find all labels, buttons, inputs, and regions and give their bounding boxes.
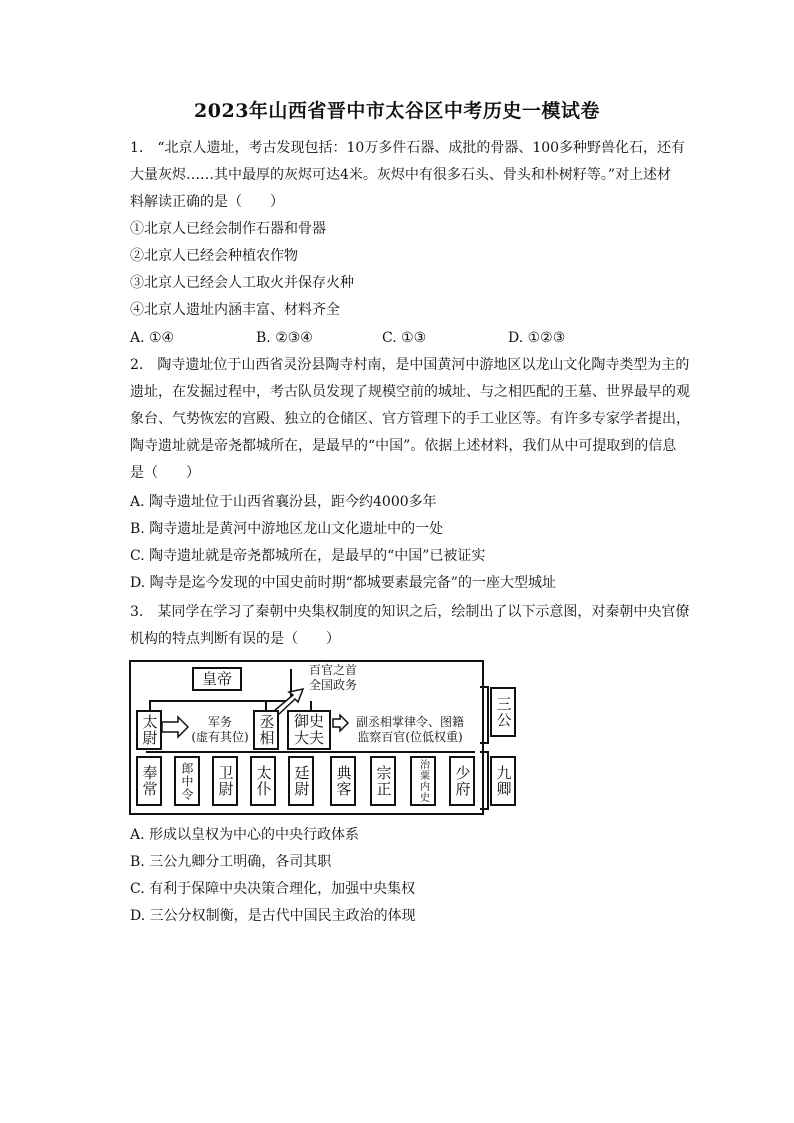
chancellor-note-1: 百官之首 xyxy=(308,663,357,677)
minister-langzhongling: 郎中令 xyxy=(174,756,200,806)
q3-option-b[interactable]: B. 三公九卿分工明确，各司其职 xyxy=(130,854,332,870)
q1-option-d[interactable]: D. ①②③ xyxy=(508,330,566,346)
q2-line-1: 2. 陶寺遗址位于山西省灵汾县陶寺村南，是中国黄河中游地区以龙山文化陶寺类型为主的 xyxy=(130,357,690,373)
sangong-box: 三公 xyxy=(490,687,516,737)
q1-option-b[interactable]: B. ②③④ xyxy=(256,330,313,346)
q3-line-1: 3. 某同学在学习了秦朝中央集权制度的知识之后，绘制出了以下示意图，对秦朝中央官僚 xyxy=(130,604,690,620)
minister-weiwei: 卫尉 xyxy=(212,756,238,806)
chengxiang-box: 丞相 xyxy=(253,710,279,750)
q2-option-c[interactable]: C. 陶寺遗址就是帝尧都城所在，是最早的“中国”已被证实 xyxy=(130,548,486,564)
q2-line-5: 是（ ） xyxy=(130,465,200,481)
minister-tingwei: 廷尉 xyxy=(288,756,314,806)
q3-option-d[interactable]: D. 三公分权制衡，是古代中国民主政治的体现 xyxy=(130,908,416,924)
q3-option-a[interactable]: A. 形成以皇权为中心的中央行政体系 xyxy=(130,827,360,843)
emperor-box: 皇帝 xyxy=(192,667,242,691)
yushi-note-2: 监察百官(位低权重) xyxy=(357,730,463,744)
yushi-arrow xyxy=(333,715,348,731)
q3-line-2: 机构的特点判断有误的是（ ） xyxy=(130,631,340,647)
q1-line-1: 1. “北京人遗址，考古发现包括：10万多件石器、成批的骨器、100多种野兽化石，还有 xyxy=(130,140,686,156)
q1-line-3: 料解读正确的是（ ） xyxy=(130,194,284,210)
q1-statement-2: ②北京人已经会种植农作物 xyxy=(130,248,298,264)
q2-option-a[interactable]: A. 陶寺遗址位于山西省襄汾县，距今约4000多年 xyxy=(130,494,437,510)
minister-zhisuneishi: 治粟内史 xyxy=(410,756,436,806)
taiwei-note-1: 军务 xyxy=(207,715,232,729)
minister-dianke: 典客 xyxy=(330,756,356,806)
taiwei-note-2: (虚有其位) xyxy=(191,730,249,744)
minister-zongzheng: 宗正 xyxy=(370,756,396,806)
q2-option-d[interactable]: D. 陶寺是迄今发现的中国史前时期“都城要素最完备”的一座大型城址 xyxy=(130,575,556,591)
q3-option-c[interactable]: C. 有利于保障中央决策合理化，加强中央集权 xyxy=(130,881,416,897)
q2-option-b[interactable]: B. 陶寺遗址是黄河中游地区龙山文化遗址中的一处 xyxy=(130,521,444,537)
q1-statement-1: ①北京人已经会制作石器和骨器 xyxy=(130,221,326,237)
q1-statement-4: ④北京人遗址内涵丰富、材料齐全 xyxy=(130,302,340,318)
minister-fengchang: 奉常 xyxy=(136,756,162,806)
q2-line-2: 遗址，在发掘过程中，考古队员发现了规模空前的城址、与之相匹配的王墓、世界最早的观 xyxy=(130,384,690,400)
yushi-box: 御史大夫 xyxy=(287,710,331,750)
minister-taipu: 太仆 xyxy=(250,756,276,806)
taiwei-arrow xyxy=(162,717,188,737)
minister-shaofu: 少府 xyxy=(449,756,475,806)
jiuqing-box: 九卿 xyxy=(490,756,516,806)
page-title: 2023年山西省晋中市太谷区中考历史一模试卷 xyxy=(194,100,600,122)
qin-bureaucracy-diagram xyxy=(128,659,520,817)
chancellor-note-2: 全国政务 xyxy=(308,678,357,692)
q1-option-c[interactable]: C. ①③ xyxy=(382,330,427,346)
q1-statement-3: ③北京人已经会人工取火并保存火种 xyxy=(130,275,354,291)
taiwei-box: 太尉 xyxy=(136,710,162,750)
q2-line-3: 象台、气势恢宏的宫殿、独立的仓储区、官方管理下的手工业区等。有许多专家学者提出， xyxy=(130,411,690,427)
q2-line-4: 陶寺遗址就是帝尧都城所在，是最早的“中国”。依据上述材料，我们从中可提取到的信息 xyxy=(130,438,677,454)
q1-line-2: 大量灰烬……其中最厚的灰烬可达4米。灰烬中有很多石头、骨头和朴树籽等。”对上述材 xyxy=(130,167,672,183)
q1-option-a[interactable]: A. ①④ xyxy=(130,330,175,346)
yushi-note-1: 副丞相掌律令、图籍 xyxy=(355,715,464,729)
